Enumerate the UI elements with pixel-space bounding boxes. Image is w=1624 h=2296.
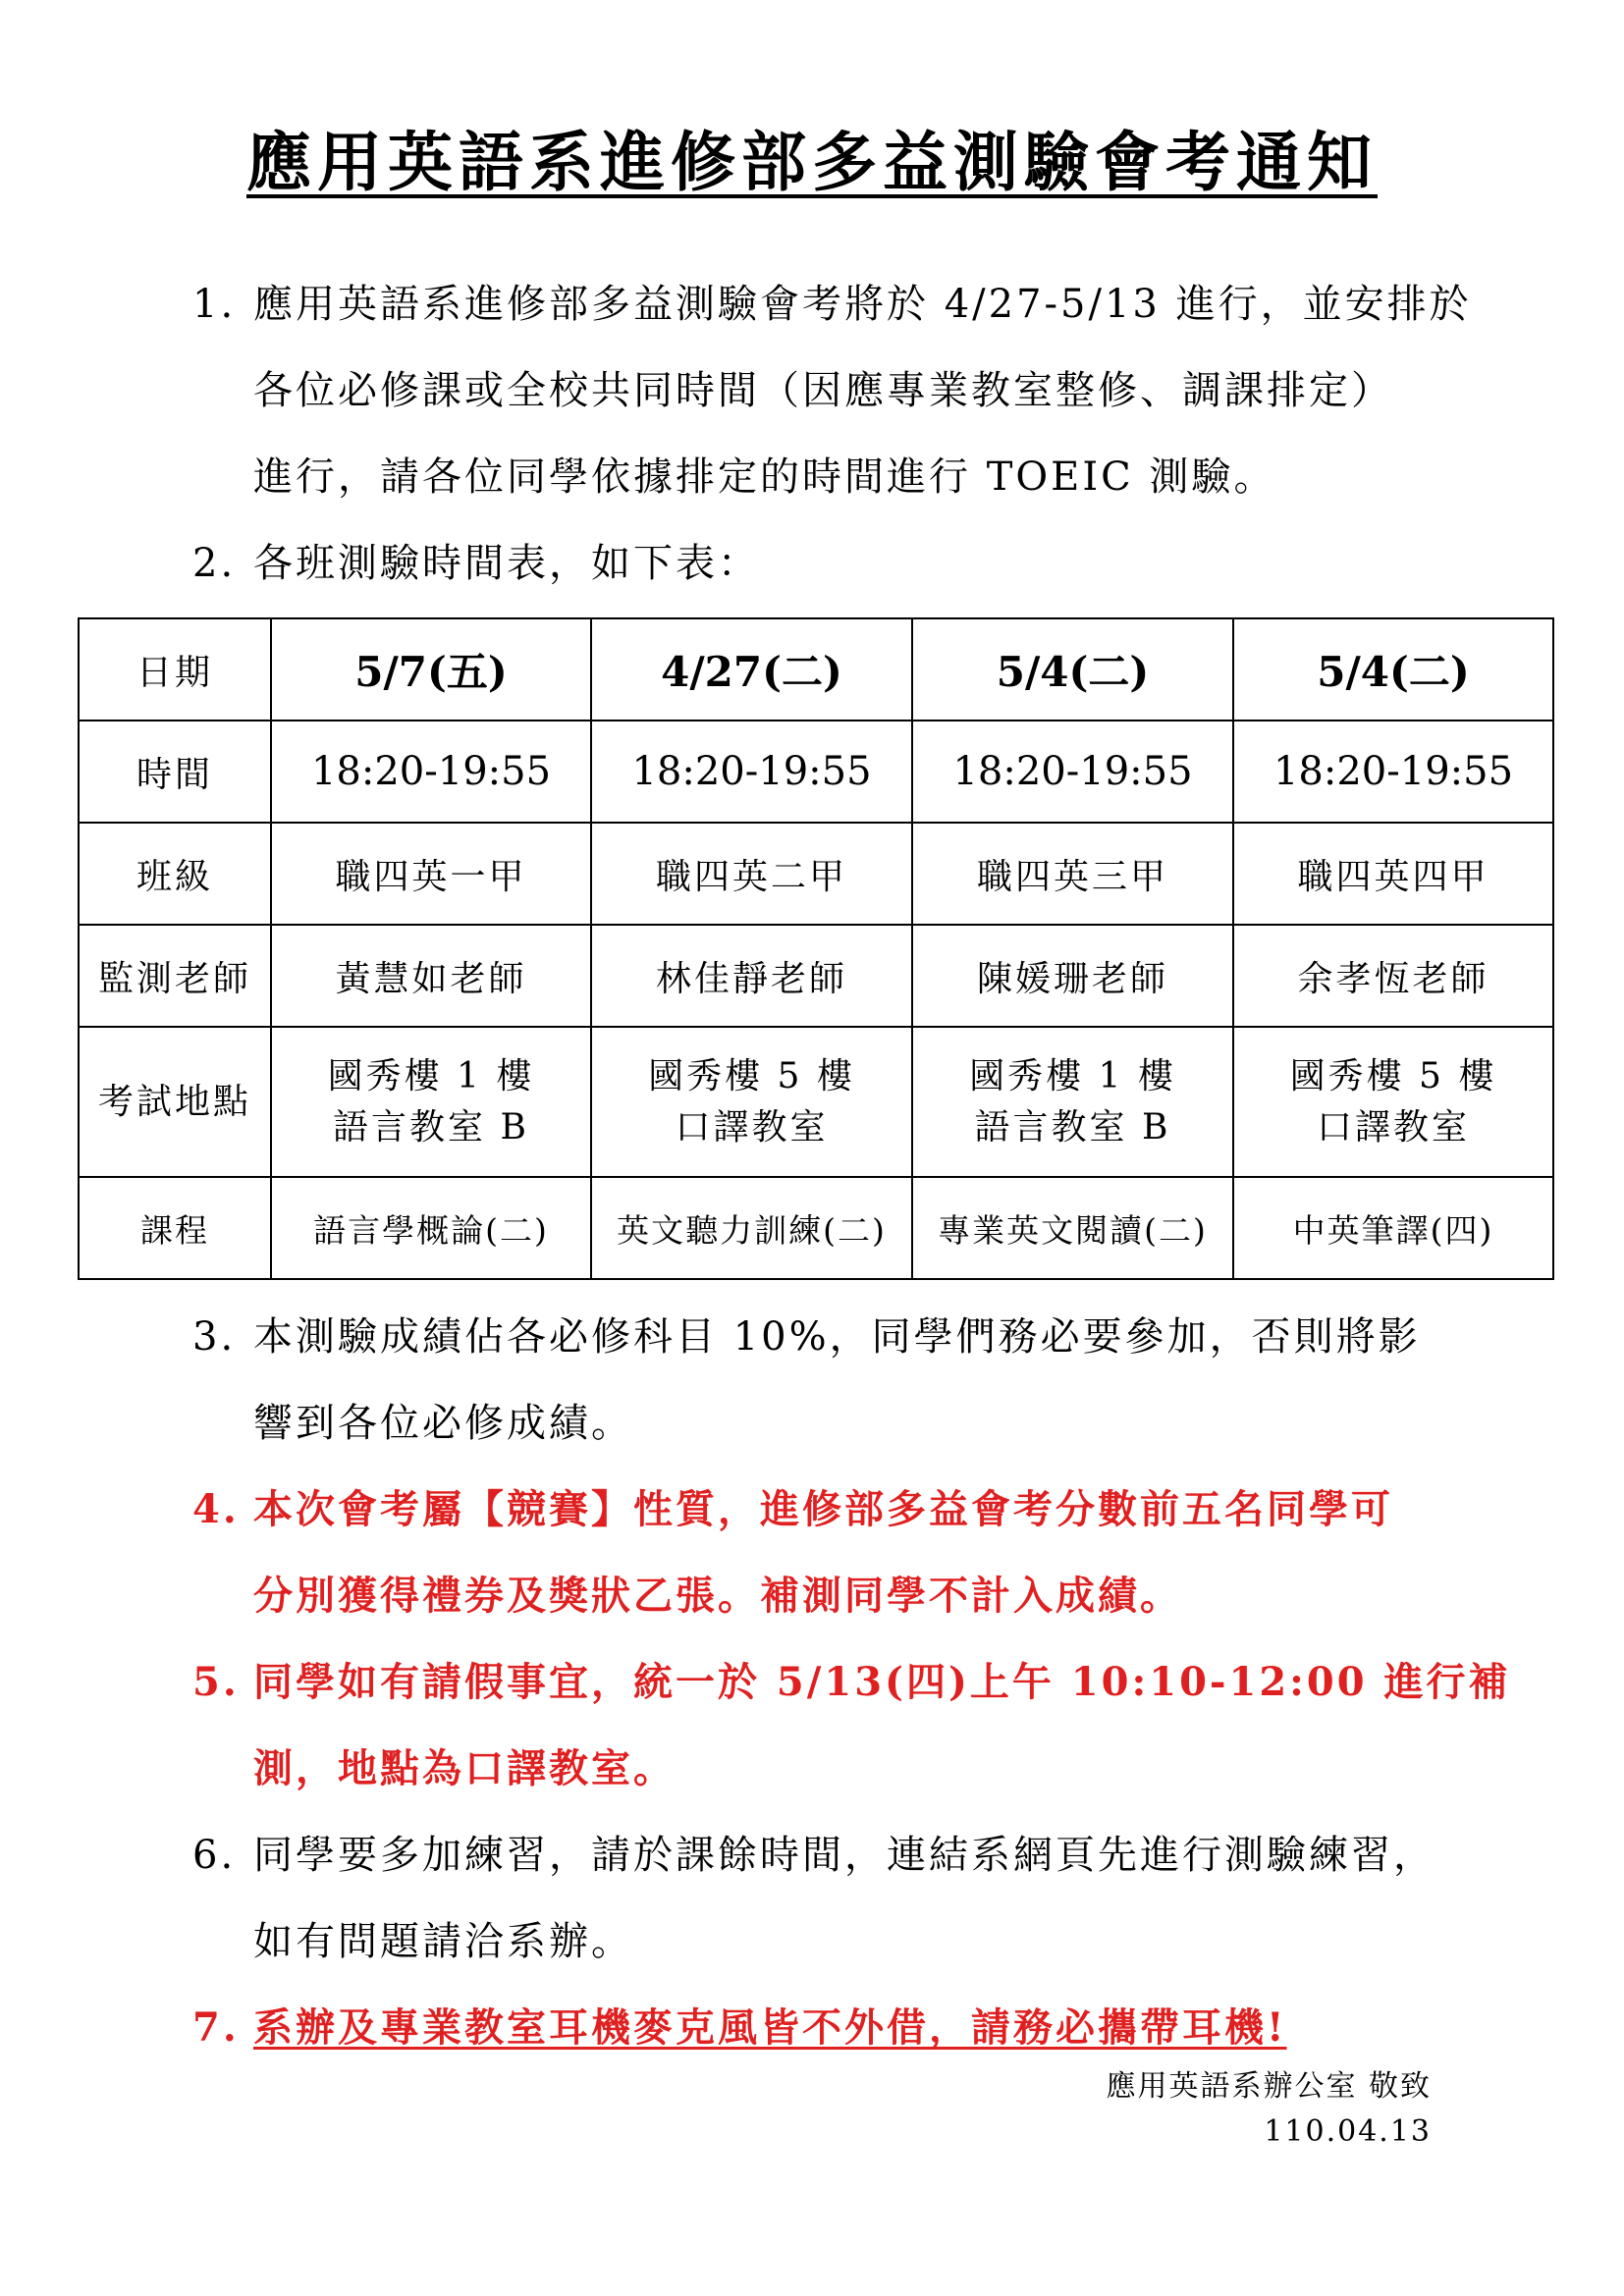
item-line: 測，地點為口譯教室。 (253, 1745, 676, 1791)
item-line: 如有問題請洽系辦。 (253, 1919, 633, 1964)
item-line: 分別獲得禮券及獎狀乙張。補測同學不計入成績。 (253, 1573, 1182, 1619)
teacher-cell: 陳媛珊老師 (912, 925, 1233, 1027)
table-row-date (79, 618, 1553, 721)
time-cell: 18:20-19:55 (271, 721, 591, 823)
date-cell: 5/7(五) (271, 618, 591, 721)
signature (1106, 2064, 1432, 2155)
item-line: 應用英語系進修部多益測驗會考將於 4/27-5/13 進行，並安排於 (253, 282, 1472, 327)
signature-office: 應用英語系辦公室 敬致 (1106, 2069, 1432, 2104)
class-cell: 職四英一甲 (271, 823, 591, 925)
course-cell: 中英筆譯(四) (1233, 1177, 1553, 1279)
time-cell: 18:20-19:55 (1233, 721, 1553, 823)
course-cell: 專業英文閱讀(二) (912, 1177, 1233, 1279)
notice-item-3: 3. 本測驗成績佔各必修科目 10%，同學們務必要參加，否則將影 響到各位必修成績。 (192, 1294, 1459, 1467)
table-row-location (79, 1027, 1553, 1177)
table-row-teacher (79, 925, 1553, 1027)
location-cell: 國秀樓 5 樓 口譯教室 (591, 1027, 912, 1177)
class-cell: 職四英二甲 (591, 823, 912, 925)
date-cell: 5/4(二) (912, 618, 1233, 721)
notice-item-7: 7. 系辦及專業教室耳機麥克風皆不外借，請務必攜帶耳機! (192, 2004, 1287, 2051)
item-line: 系辦及專業教室耳機麥克風皆不外借，請務必攜帶耳機! (253, 2004, 1287, 2051)
table-row-class (79, 823, 1553, 925)
item-line: 本測驗成績佔各必修科目 10%，同學們務必要參加，否則將影 (253, 1314, 1421, 1360)
course-cell: 語言學概論(二) (271, 1177, 591, 1279)
teacher-cell: 黃慧如老師 (271, 925, 591, 1027)
course-cell: 英文聽力訓練(二) (591, 1177, 912, 1279)
signature-date: 110.04.13 (1264, 2114, 1432, 2149)
row-label: 課程 (79, 1177, 271, 1279)
notice-item-5: 5. 同學如有請假事宜，統一於 5/13(四)上午 10:10-12:00 進行補 測，地點為口譯教室。 (192, 1639, 1459, 1812)
notice-item-4: 4. 本次會考屬【競賽】性質，進修部多益會考分數前五名同學可 分別獲得禮券及獎狀乙張。補測同學不計入成績。 (192, 1467, 1459, 1639)
time-cell: 18:20-19:55 (591, 721, 912, 823)
teacher-cell: 林佳靜老師 (591, 925, 912, 1027)
row-label: 日期 (79, 618, 271, 721)
notice-item-6: 6. 同學要多加練習，請於課餘時間，連結系網頁先進行測驗練習， 如有問題請洽系辦。 (192, 1812, 1459, 1985)
item-line: 各班測驗時間表，如下表： (253, 541, 760, 586)
time-cell: 18:20-19:55 (912, 721, 1233, 823)
item-line: 各位必修課或全校共同時間（因應專業教室整修、調課排定） (253, 368, 1393, 413)
row-label: 班級 (79, 823, 271, 925)
item-line: 響到各位必修成績。 (253, 1401, 633, 1446)
location-cell: 國秀樓 5 樓 口譯教室 (1233, 1027, 1553, 1177)
item-line: 進行，請各位同學依據排定的時間進行 TOEIC 測驗。 (253, 454, 1276, 500)
class-cell: 職四英四甲 (1233, 823, 1553, 925)
item-line: 同學如有請假事宜，統一於 5/13(四)上午 10:10-12:00 進行補 (253, 1659, 1511, 1705)
teacher-cell: 余孝恆老師 (1233, 925, 1553, 1027)
notice-item-1: 1. 應用英語系進修部多益測驗會考將於 4/27-5/13 進行，並安排於 各位必修課或全校共同時間（因應專業教室整修、調課排定） 進行，請各位同學依據排定的時間進行 TOEIC 測驗。 (192, 261, 1459, 520)
row-label: 考試地點 (79, 1027, 271, 1177)
page-title: 應用英語系進修部多益測驗會考通知 (246, 124, 1378, 200)
row-label: 時間 (79, 721, 271, 823)
schedule-table (78, 617, 1554, 1280)
class-cell: 職四英三甲 (912, 823, 1233, 925)
date-cell: 5/4(二) (1233, 618, 1553, 721)
location-cell: 國秀樓 1 樓 語言教室 B (912, 1027, 1233, 1177)
date-cell: 4/27(二) (591, 618, 912, 721)
row-label: 監測老師 (79, 925, 271, 1027)
item-line: 本次會考屬【競賽】性質，進修部多益會考分數前五名同學可 (253, 1486, 1393, 1532)
table-row-course (79, 1177, 1553, 1279)
table-row-time (79, 721, 1553, 823)
location-cell: 國秀樓 1 樓 語言教室 B (271, 1027, 591, 1177)
item-line: 同學要多加練習，請於課餘時間，連結系網頁先進行測驗練習， (253, 1833, 1435, 1878)
notice-item-2: 2. 各班測驗時間表，如下表： (192, 520, 1459, 607)
